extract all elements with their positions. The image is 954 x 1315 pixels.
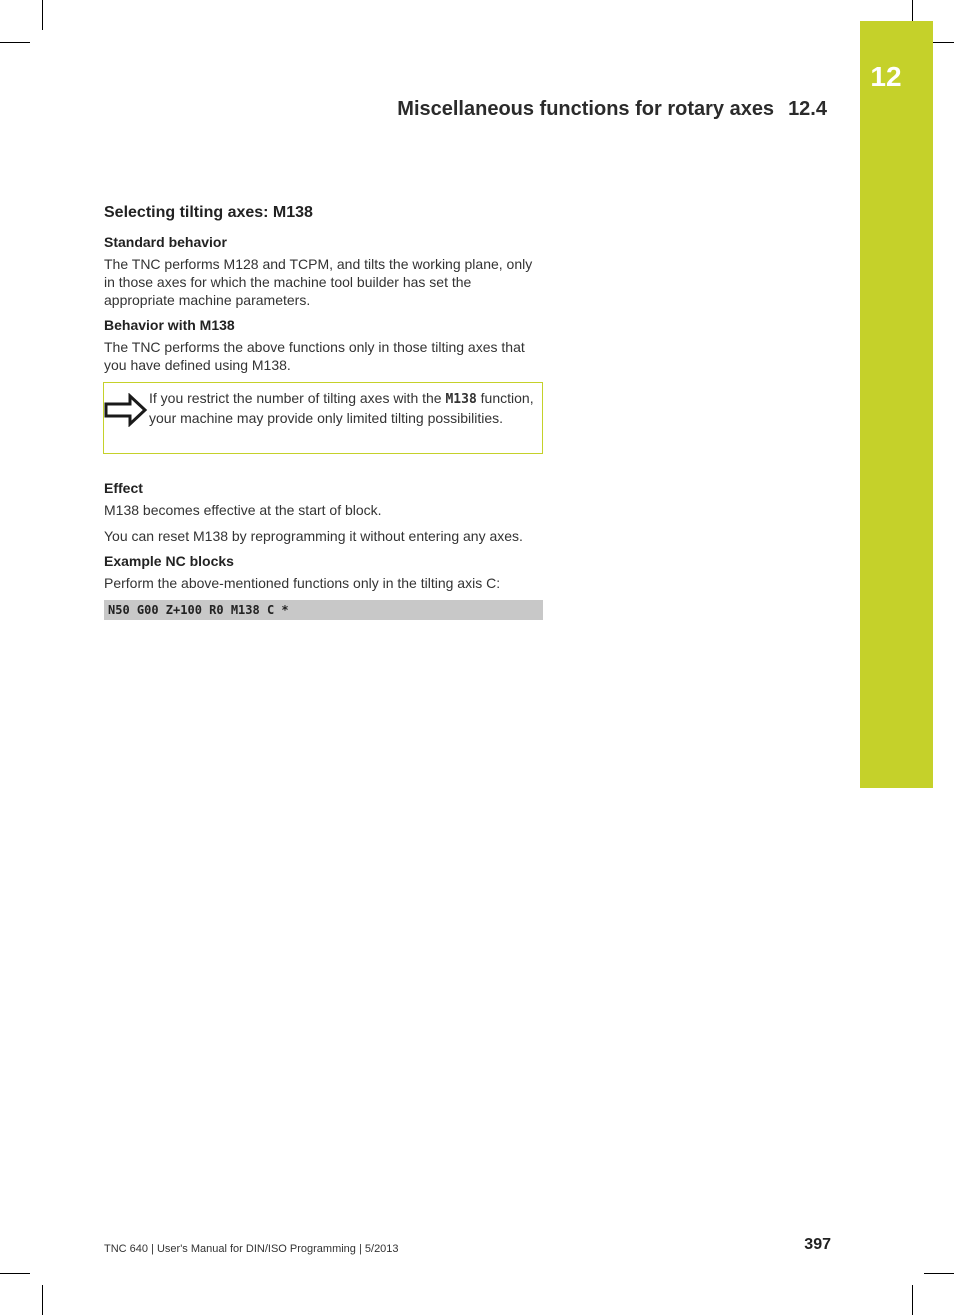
crop-mark bbox=[42, 0, 43, 30]
example-text: Perform the above-mentioned functions only in the tilting axis C: bbox=[104, 575, 501, 591]
standard-behavior-text: The TNC performs M128 and TCPM, and tilts the working plane, only in those axes for which the machine tool builder has set the appropriate machine parameters. bbox=[104, 256, 533, 308]
behavior-m138-text: The TNC performs the above functions only in those tilting axes that you have defined using M138. bbox=[104, 339, 525, 373]
running-head bbox=[397, 98, 827, 121]
section-heading: Selecting tilting axes: M138 bbox=[104, 204, 313, 221]
chapter-number: 12 bbox=[870, 61, 902, 92]
running-head-title: Miscellaneous functions for rotary axes bbox=[397, 98, 775, 120]
chapter-tab bbox=[860, 21, 933, 788]
note-text-after: function, your machine may provide only limited tilting possibilities. bbox=[149, 390, 534, 426]
example-heading: Example NC blocks bbox=[104, 553, 234, 569]
note-text bbox=[149, 383, 542, 453]
standard-behavior-heading: Standard behavior bbox=[104, 234, 227, 250]
behavior-m138-heading: Behavior with M138 bbox=[104, 317, 235, 333]
note-box bbox=[103, 382, 543, 454]
crop-mark bbox=[924, 1273, 954, 1274]
effect-text-1: M138 becomes effective at the start of block. bbox=[104, 502, 382, 518]
crop-mark bbox=[42, 1285, 43, 1315]
effect-text-2: You can reset M138 by reprogramming it without entering any axes. bbox=[104, 528, 523, 544]
crop-mark bbox=[0, 1273, 30, 1274]
main-content bbox=[104, 204, 544, 620]
crop-mark bbox=[912, 1285, 913, 1315]
note-icon-cell bbox=[104, 383, 149, 453]
footer-text: TNC 640 | User's Manual for DIN/ISO Programming | 5/2013 bbox=[104, 1243, 399, 1255]
effect-heading: Effect bbox=[104, 480, 143, 496]
note-code: M138 bbox=[445, 392, 477, 407]
nc-code-block: N50 G00 Z+100 R0 M138 C * bbox=[104, 600, 543, 620]
running-head-section: 12.4 bbox=[788, 98, 827, 120]
crop-mark bbox=[0, 42, 30, 43]
page-number: 397 bbox=[804, 1236, 831, 1253]
note-text-before: If you restrict the number of tilting axes with the bbox=[149, 390, 442, 406]
arrow-right-icon bbox=[104, 393, 148, 427]
